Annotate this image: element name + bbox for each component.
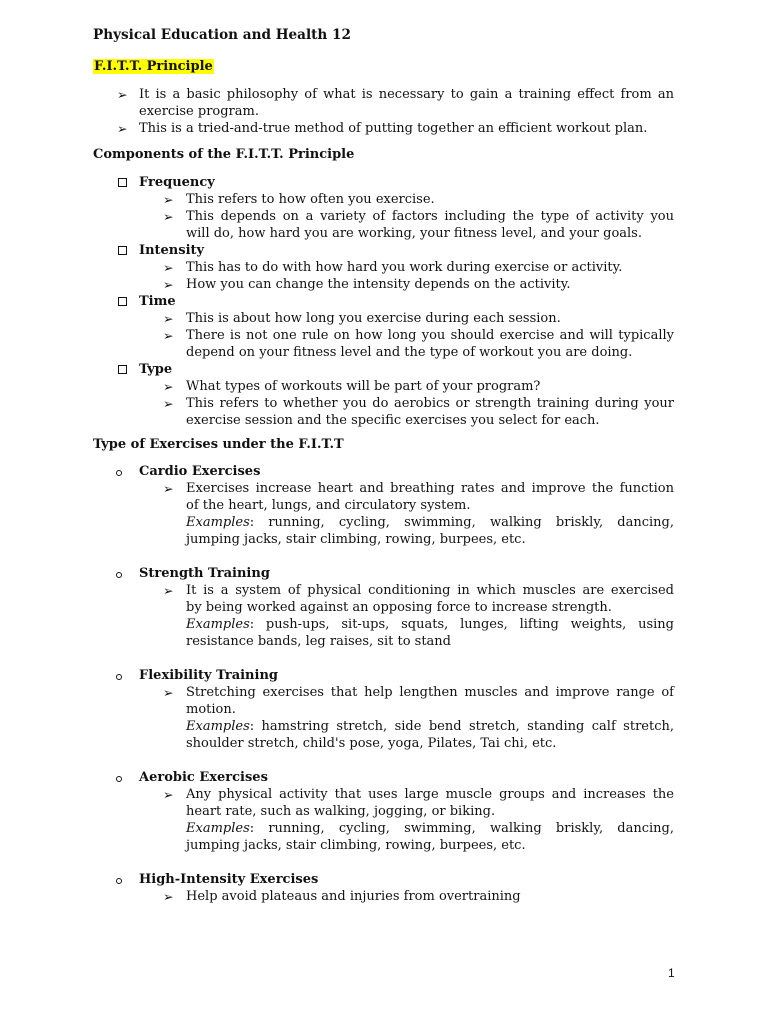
component-name: Frequency xyxy=(139,175,215,190)
arrow-bullet-icon: ➢ xyxy=(117,121,128,136)
examples-line xyxy=(186,514,674,531)
arrow-bullet-icon: ➢ xyxy=(163,192,174,207)
exercise-type-name: High-Intensity Exercises xyxy=(139,872,319,887)
component-point-text: exercise session and the specific exercises you select for each. xyxy=(186,413,600,428)
circle-bullet-icon xyxy=(116,470,122,476)
component-point-text: There is not one rule on how long you should exercise and will typically xyxy=(186,328,674,343)
intro-bullet-text: It is a basic philosophy of what is necessary to gain a training effect from an xyxy=(139,87,674,102)
component-point-text: depend on your fitness level and the type of workout you are doing. xyxy=(186,345,633,360)
document-title: Physical Education and Health 12 xyxy=(93,27,351,43)
exercise-desc-text: by being worked against an opposing force to increase strength. xyxy=(186,600,612,615)
circle-bullet-icon xyxy=(116,776,122,782)
checkbox-square-icon xyxy=(118,365,127,374)
examples-text: : hamstring stretch, side bend stretch, standing calf stretch, xyxy=(249,719,674,734)
arrow-bullet-icon: ➢ xyxy=(163,311,174,326)
examples-text: : running, cycling, swimming, walking briskly, dancing, xyxy=(249,515,674,530)
page-number: 1 xyxy=(668,966,675,980)
component-point-text: This is about how long you exercise during each session. xyxy=(186,311,561,326)
component-point-text: This has to do with how hard you work during exercise or activity. xyxy=(186,260,623,275)
component-point-text: will do, how hard you are working, your fitness level, and your goals. xyxy=(186,226,642,241)
intro-bullet-text: exercise program. xyxy=(139,104,259,119)
exercise-type-name: Flexibility Training xyxy=(139,668,278,683)
examples-text: jumping jacks, stair climbing, rowing, burpees, etc. xyxy=(186,838,526,853)
components-heading: Components of the F.I.T.T. Principle xyxy=(93,147,355,162)
exercise-desc-text: It is a system of physical conditioning in which muscles are exercised xyxy=(186,583,674,598)
section-heading-fitt: F.I.T.T. Principle xyxy=(94,59,213,74)
arrow-bullet-icon: ➢ xyxy=(117,87,128,102)
exercise-type-name: Cardio Exercises xyxy=(139,464,261,479)
examples-text: jumping jacks, stair climbing, rowing, burpees, etc. xyxy=(186,532,526,547)
component-point-text: What types of workouts will be part of your program? xyxy=(186,379,541,394)
component-point-text: This refers to whether you do aerobics or strength training during your xyxy=(186,396,674,411)
examples-label: Examples xyxy=(186,719,250,734)
examples-text: : running, cycling, swimming, walking briskly, dancing, xyxy=(249,821,674,836)
arrow-bullet-icon: ➢ xyxy=(163,787,174,802)
arrow-bullet-icon: ➢ xyxy=(163,379,174,394)
arrow-bullet-icon: ➢ xyxy=(163,889,174,904)
exercise-desc-text: Any physical activity that uses large muscle groups and increases the xyxy=(186,787,674,802)
exercise-type-name: Strength Training xyxy=(139,566,270,581)
arrow-bullet-icon: ➢ xyxy=(163,277,174,292)
examples-text: resistance bands, leg raises, sit to stand xyxy=(186,634,452,649)
examples-label: Examples xyxy=(186,821,250,836)
checkbox-square-icon xyxy=(118,246,127,255)
exercise-desc-text: Stretching exercises that help lengthen muscles and improve range of xyxy=(186,685,674,700)
component-name: Intensity xyxy=(139,243,205,258)
arrow-bullet-icon: ➢ xyxy=(163,481,174,496)
arrow-bullet-icon: ➢ xyxy=(163,396,174,411)
component-point-text: This depends on a variety of factors including the type of activity you xyxy=(186,209,674,224)
examples-label: Examples xyxy=(186,617,250,632)
arrow-bullet-icon: ➢ xyxy=(163,328,174,343)
arrow-bullet-icon: ➢ xyxy=(163,260,174,275)
component-name: Type xyxy=(139,362,173,377)
arrow-bullet-icon: ➢ xyxy=(163,685,174,700)
examples-label: Examples xyxy=(186,515,250,530)
component-point-text: How you can change the intensity depends on the activity. xyxy=(186,277,571,292)
examples-line xyxy=(186,820,674,837)
component-name: Time xyxy=(139,294,176,309)
circle-bullet-icon xyxy=(116,878,122,884)
exercise-desc-text: of the heart, lungs, and circulatory system. xyxy=(186,498,471,513)
examples-text: shoulder stretch, child's pose, yoga, Pilates, Tai chi, etc. xyxy=(186,736,557,751)
checkbox-square-icon xyxy=(118,178,127,187)
exercise-desc-text: heart rate, such as walking, jogging, or biking. xyxy=(186,804,496,819)
circle-bullet-icon xyxy=(116,572,122,578)
circle-bullet-icon xyxy=(116,674,122,680)
examples-line xyxy=(186,718,674,735)
intro-bullet-text: This is a tried-and-true method of putting together an efficient workout plan. xyxy=(139,121,648,136)
exercise-type-name: Aerobic Exercises xyxy=(139,770,268,785)
examples-text: : push-ups, sit-ups, squats, lunges, lifting weights, using xyxy=(249,617,674,632)
exercise-desc-text: Help avoid plateaus and injuries from overtraining xyxy=(186,889,521,904)
arrow-bullet-icon: ➢ xyxy=(163,209,174,224)
component-point-text: This refers to how often you exercise. xyxy=(186,192,435,207)
exercise-desc-text: Exercises increase heart and breathing rates and improve the function xyxy=(186,481,674,496)
exercise-desc-text: motion. xyxy=(186,702,236,717)
checkbox-square-icon xyxy=(118,297,127,306)
exercise-types-heading: Type of Exercises under the F.I.T.T xyxy=(93,437,344,452)
examples-line xyxy=(186,616,674,633)
arrow-bullet-icon: ➢ xyxy=(163,583,174,598)
